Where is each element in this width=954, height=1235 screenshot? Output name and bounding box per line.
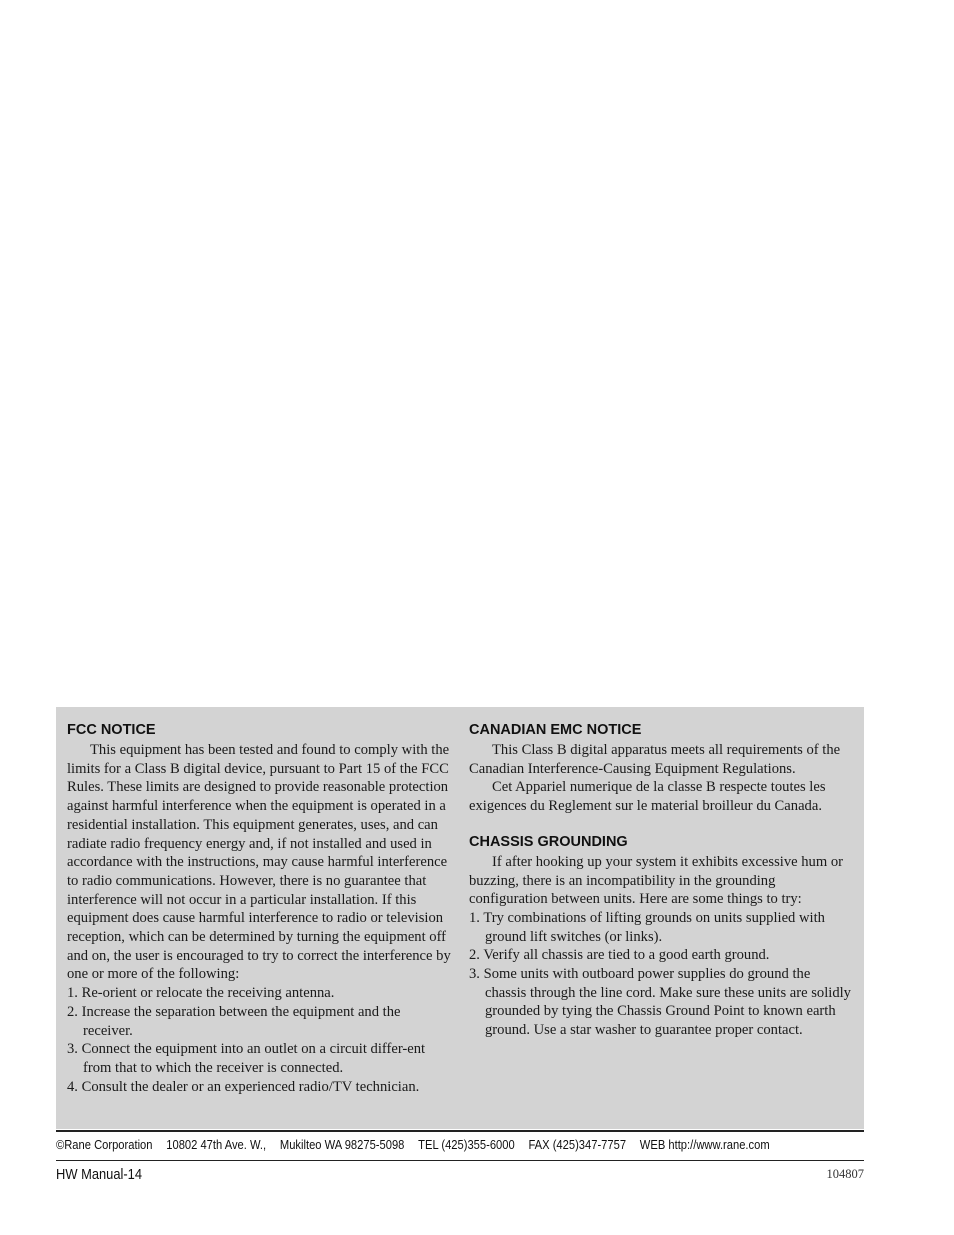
- fcc-notice-section: [67, 721, 451, 1096]
- grounding-list-item: 3. Some units with outboard power supplies do ground the chassis through the line cord. Make sure these units are solidly grounded by tying the Chassis Ground Point to known earth ground. Use a star washer to guarantee proper contact.: [469, 966, 851, 1039]
- fcc-list-item: 2. Increase the separation between the equipment and the receiver.: [67, 1003, 401, 1039]
- section-spacer: [469, 816, 853, 833]
- footer-web-link[interactable]: WEB http://www.rane.com: [639, 1137, 770, 1152]
- footer-contact-line: [56, 1137, 770, 1155]
- footer-company: ©Rane Corporation: [56, 1137, 153, 1152]
- right-column: [469, 721, 853, 1040]
- fcc-notice-heading: FCC NOTICE: [67, 722, 156, 738]
- fcc-list-item: 4. Consult the dealer or an experienced radio/TV technician.: [67, 1078, 420, 1095]
- footer-address: 10802 47th Ave. W.,: [166, 1137, 267, 1152]
- chassis-grounding-body: If after hooking up your system it exhibits excessive hum or buzzing, there is an incompatibility in the grounding configuration between units. Here are some things to try:: [469, 853, 843, 908]
- fcc-list-item: 3. Connect the equipment into an outlet on a circuit differ-ent from that to which the receiver is connected.: [67, 1041, 426, 1076]
- footer-bottom-rule: [56, 1160, 864, 1161]
- grounding-list-item: 2. Verify all chassis are tied to a good earth ground.: [469, 947, 770, 964]
- canadian-emc-heading: CANADIAN EMC NOTICE: [469, 722, 642, 738]
- footer-city: Mukilteo WA 98275-5098: [279, 1137, 405, 1152]
- canadian-emc-para-french: Cet Appariel numerique de la classe B respecte toutes les exigences du Reglement sur le material broilleur du Canada.: [469, 779, 826, 815]
- notice-panel: [56, 707, 864, 1129]
- canadian-emc-para-english: This Class B digital apparatus meets all requirements of the Canadian Interference-Causing Equipment Regulations.: [469, 742, 841, 777]
- footer-tel: TEL (425)355-6000: [418, 1137, 515, 1152]
- footer-top-rule: [56, 1130, 864, 1132]
- grounding-list-item: 1. Try combinations of lifting grounds on units supplied with ground lift switches (or links).: [469, 909, 825, 945]
- footer-fax: FAX (425)347-7757: [528, 1137, 627, 1152]
- manual-id: HW Manual-14: [56, 1166, 143, 1183]
- chassis-grounding-heading: CHASSIS GROUNDING: [469, 833, 628, 850]
- fcc-notice-body: This equipment has been tested and found to comply with the limits for a Class B digital device, pursuant to Part 15 of the FCC Rules. These limits are designed to provide reasonable protection against harmful interference when the equipment is operated in a residential installation. This equipment generates, uses, and can radiate radio frequency energy and, if not installed and used in accordance with the instructions, may cause harmful interference to radio communications. However, there is no guarantee that interference will not occur in a particular installation. If this equipment does cause harmful interference to radio or television reception, which can be determined by turning the equipment off and on, the user is encouraged to try to correct the interference by one or more of the following:: [67, 742, 451, 983]
- document-number: 104807: [826, 1167, 864, 1181]
- fcc-list-item: 1. Re-orient or relocate the receiving antenna.: [67, 985, 335, 1002]
